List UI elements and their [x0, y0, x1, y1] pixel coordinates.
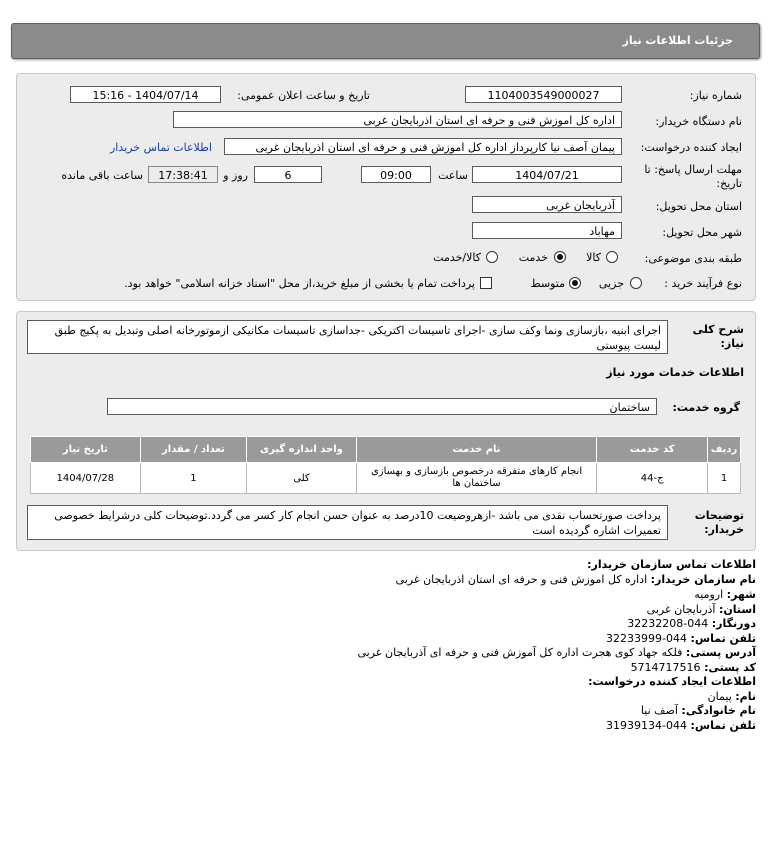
remaining-label: ساعت باقی مانده	[61, 169, 143, 182]
city-field[interactable]: مهاباد	[472, 222, 622, 239]
buyer-field[interactable]: اداره کل اموزش فنی و حرفه ای استان اذربایجان غربی	[173, 111, 622, 128]
process-radio-minor[interactable]	[630, 277, 642, 289]
category-radio-goods-service[interactable]	[486, 251, 498, 263]
description-label: شرح کلی	[692, 323, 744, 336]
description-label-2: نیاز:	[720, 337, 744, 350]
process-radio-medium[interactable]	[569, 277, 581, 289]
contact-address: آدرس پستی: فلکه جهاد کوی هجرت اداره کل آموزش فنی و حرفه ای آذربایجان غربی	[357, 646, 756, 659]
treasury-text: پرداخت تمام یا بخشی از مبلغ خرید،از محل "اسناد خزانه اسلامی" خواهد بود.	[124, 277, 475, 290]
col-code: کد خدمت	[597, 437, 708, 463]
category-option-service: خدمت	[518, 251, 548, 264]
table-row[interactable]	[31, 463, 741, 494]
cell-code: ج-44	[597, 463, 708, 494]
col-date: تاریخ نیاز	[31, 437, 141, 463]
category-option-goods-service: کالا/خدمت	[433, 251, 481, 264]
process-label: نوع فرآیند خرید :	[664, 277, 742, 290]
services-table	[30, 436, 741, 494]
deadline-label-date: تاریخ:	[716, 177, 742, 190]
col-qty: تعداد / مقدار	[140, 437, 246, 463]
contact-province: استان: آذربایجان غربی	[646, 603, 756, 616]
services-section-title: اطلاعات خدمات مورد نیاز	[606, 366, 744, 379]
contact-org: نام سازمان خریدار: اداره کل اموزش فنی و حرفه ای استان اذربایجان غربی	[395, 573, 756, 586]
need-number-label: شماره نیاز:	[689, 89, 742, 102]
cell-qty: 1	[140, 463, 246, 494]
process-option-minor: جزیی	[598, 277, 624, 290]
need-info-panel	[16, 73, 756, 301]
creator-family: نام خانوادگی: آصف نیا	[640, 704, 756, 717]
buyer-contact-link[interactable]: اطلاعات تماس خریدار	[110, 141, 212, 154]
contact-title: اطلاعات تماس سازمان خریدار:	[587, 558, 756, 571]
services-table-header	[31, 437, 741, 463]
treasury-checkbox[interactable]	[480, 277, 492, 289]
deadline-date-field[interactable]: 1404/07/21	[472, 166, 622, 183]
cell-unit: کلی	[247, 463, 357, 494]
process-option-medium: متوسط	[530, 277, 565, 290]
days-label: روز و	[223, 169, 248, 182]
announce-field[interactable]: 1404/07/14 - 15:16	[70, 86, 221, 103]
cell-name: انجام کارهای متفرقه درخصوص بازسازی و بهسازی ساختمان ها	[356, 463, 597, 494]
category-radio-service[interactable]	[554, 251, 566, 263]
page-header	[11, 23, 760, 59]
days-field[interactable]: 6	[254, 166, 322, 183]
creator-field[interactable]: پیمان آصف نیا کارپرداز اداره کل اموزش فنی و حرفه ای استان اذربایجان غربی	[224, 138, 622, 155]
col-unit: واحد اندازه گیری	[247, 437, 357, 463]
creator-info-title: اطلاعات ایجاد کننده درخواست:	[588, 675, 756, 688]
province-label: استان محل تحویل:	[655, 200, 742, 213]
category-option-goods: کالا	[586, 251, 601, 264]
buyer-notes-label: توضیحات	[694, 509, 744, 522]
description-box[interactable]: اجرای ابنیه ،بازسازی ونما وکف سازی -اجرای تاسیسات اکتریکی -جداسازی تاسیسات مکانیکی ازموتورخانه اصلی وتبدیل به پکیج طبق لیست پیوستی	[27, 320, 668, 354]
deadline-time-field[interactable]: 09:00	[361, 166, 431, 183]
remaining-time-field: 17:38:41	[148, 166, 218, 183]
contact-phone: تلفن تماس: 044-32233999	[606, 632, 756, 645]
creator-label: ایجاد کننده درخواست:	[640, 141, 742, 154]
city-label: شهر محل تحویل:	[662, 226, 742, 239]
creator-phone: تلفن تماس: 044-31939134	[606, 719, 756, 732]
contact-fax: دورنگار: 044-32232208	[627, 617, 756, 630]
deadline-label: مهلت ارسال پاسخ: تا	[644, 163, 742, 176]
time-label: ساعت	[438, 169, 468, 182]
col-row: ردیف	[708, 437, 741, 463]
contact-city: شهر: ارومیه	[694, 588, 756, 601]
buyer-notes-label-2: خریدار:	[704, 523, 744, 536]
service-group-field[interactable]: ساختمان	[107, 398, 657, 415]
announce-label: تاریخ و ساعت اعلان عمومی:	[237, 89, 370, 102]
page-title: جزئیات اطلاعات نیاز	[622, 34, 733, 47]
buyer-label: نام دستگاه خریدار:	[655, 115, 742, 128]
creator-name: نام: پیمان	[707, 690, 756, 703]
category-radio-goods[interactable]	[606, 251, 618, 263]
cell-row: 1	[708, 463, 741, 494]
category-label: طبقه بندی موضوعی:	[644, 252, 742, 265]
need-number-field[interactable]: 1104003549000027	[465, 86, 622, 103]
service-group-label: گروه خدمت:	[672, 401, 740, 414]
cell-date: 1404/07/28	[31, 463, 141, 494]
contact-postal: کد پستی: 5714717516	[630, 661, 756, 674]
col-name: نام خدمت	[356, 437, 597, 463]
province-field[interactable]: آذربایجان غربی	[472, 196, 622, 213]
buyer-notes-box[interactable]: پرداخت صورتحساب نقدی می باشد -ازهروضیعت 10درصد به عنوان حسن انجام کار کسر می گردد.توضیحات کلی درشرایط خصوصی تعمیرات اشاره گردیده است	[27, 505, 668, 540]
